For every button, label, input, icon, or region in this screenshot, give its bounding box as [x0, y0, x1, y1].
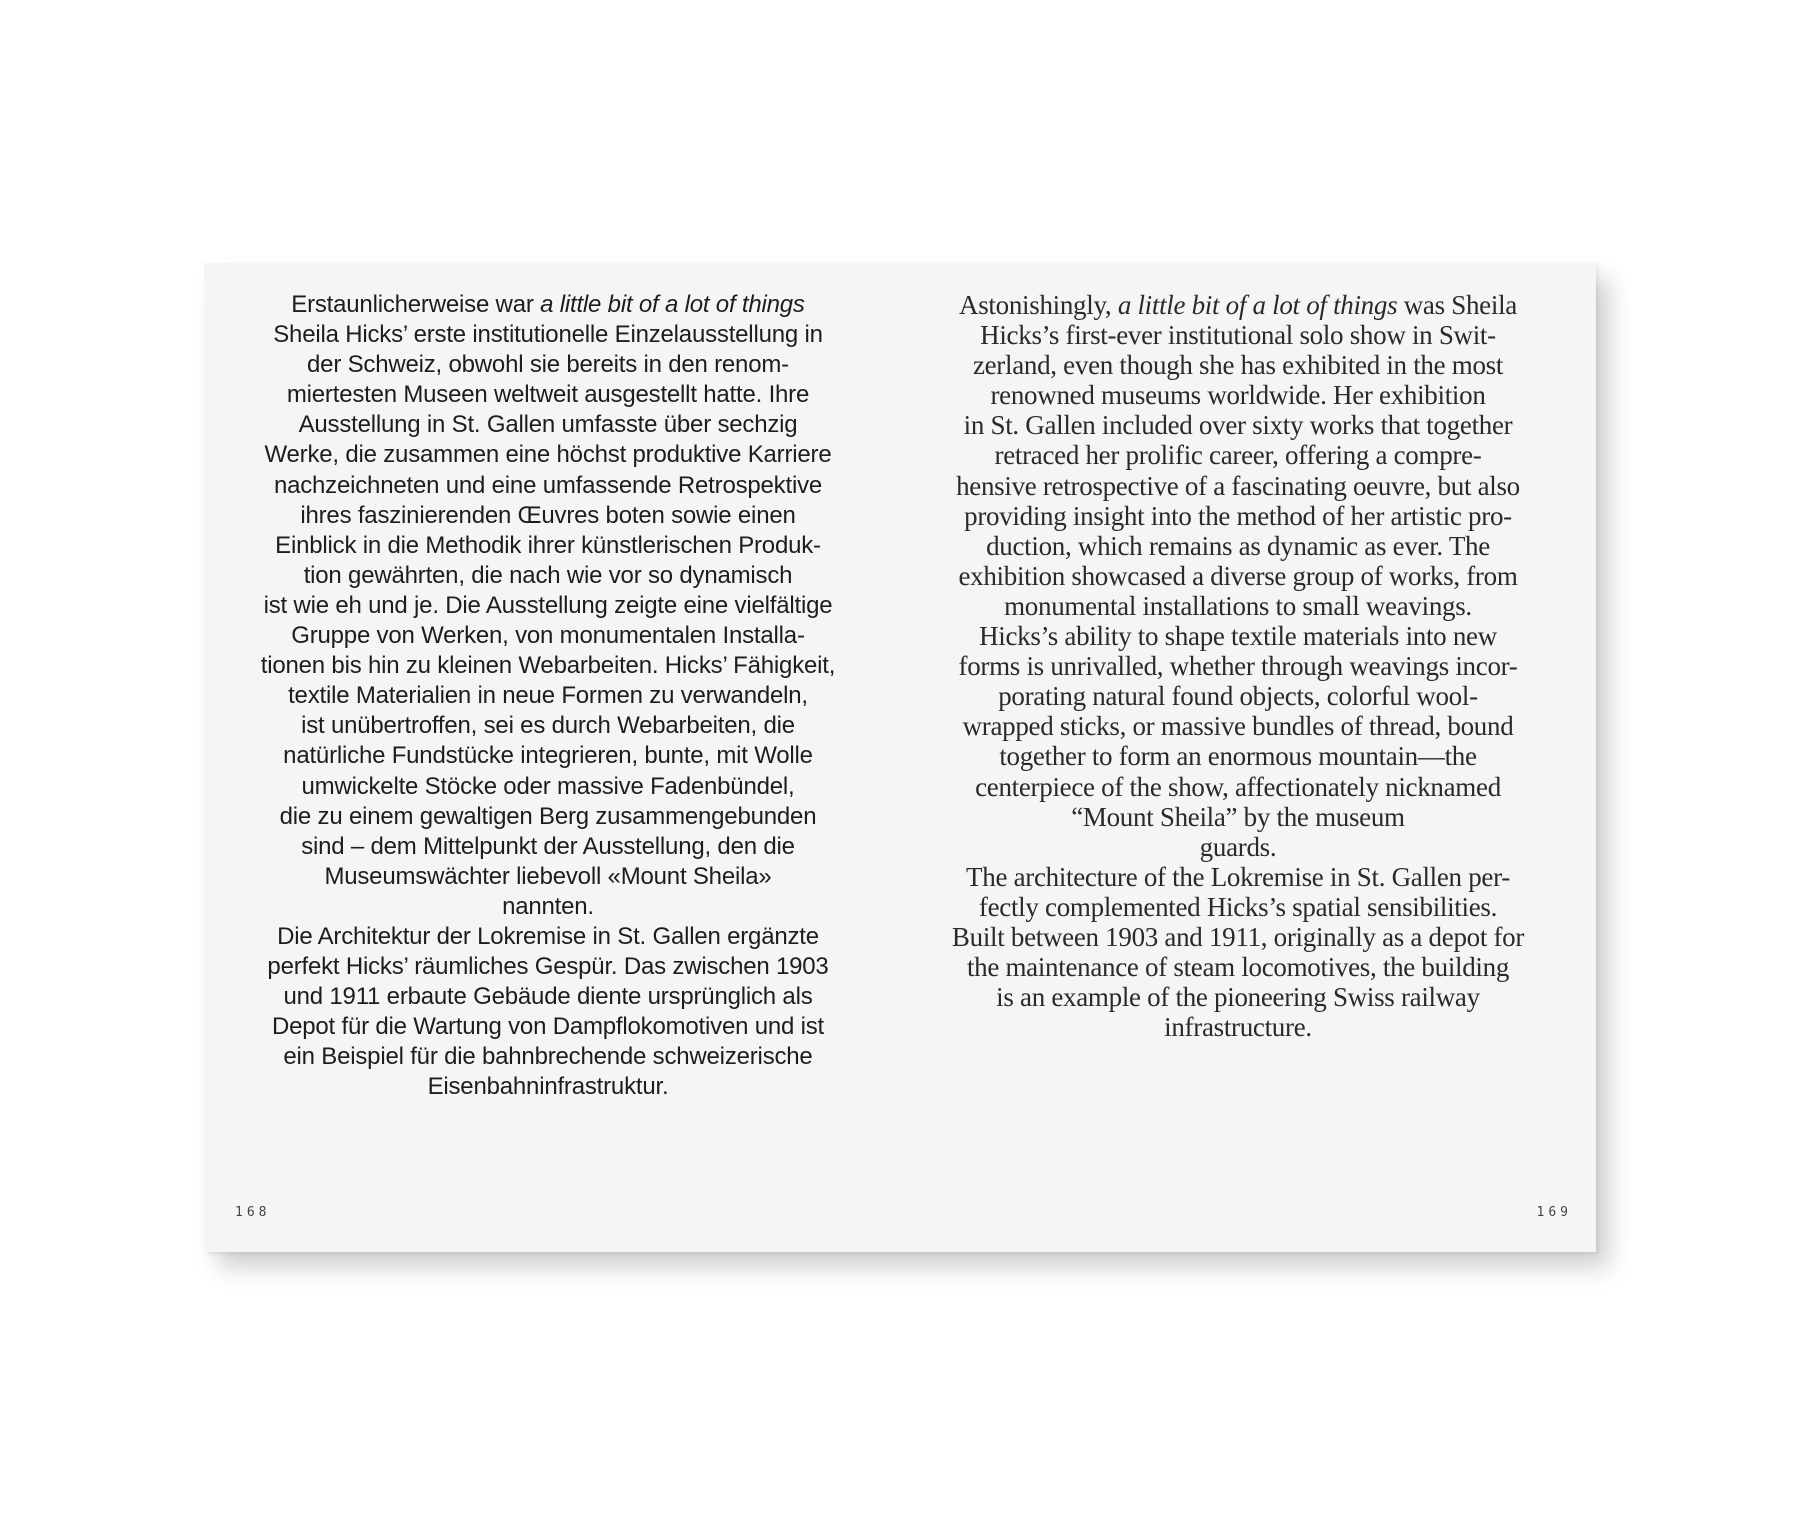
text-line: Hicks’s ability to shape textile materials into new	[979, 621, 1497, 652]
page-number-right: 169	[1536, 1205, 1572, 1220]
text-line: miertesten Museen weltweit ausgestellt hatte. Ihre	[286, 381, 810, 409]
text-run: Erstaunlicherweise war	[291, 291, 541, 318]
text-line: forms is unrivalled, whether through weavings incor-	[958, 651, 1518, 682]
text-line: textile Materialien in neue Formen zu verwandeln,	[288, 682, 808, 710]
text-line: duction, which remains as dynamic as ever. The	[986, 530, 1490, 561]
text-line: umwickelte Stöcke oder massive Fadenbündel,	[301, 772, 795, 800]
text-line: Einblick in die Methodik ihrer künstlerischen Produk-	[275, 531, 821, 559]
text-line: in St. Gallen included over sixty works that together	[963, 410, 1513, 441]
text-line: The architecture of the Lokremise in St. Gallen per-	[966, 861, 1510, 892]
english-paragraph-1	[918, 290, 1558, 621]
text-line: Built between 1903 and 1911, originally as a depot for	[951, 921, 1525, 952]
page-right	[900, 263, 1596, 1252]
text-line: Ausstellung in St. Gallen umfasste über sechzig	[298, 411, 798, 439]
page-number-left: 168	[235, 1205, 271, 1220]
text-line: exhibition showcased a diverse group of works, from	[958, 560, 1518, 591]
text-line: nachzeichneten und eine umfassende Retrospektive	[273, 471, 823, 499]
text-line: Die Architektur der Lokremise in St. Gallen ergänzte	[277, 922, 819, 950]
text-line: infrastructure.	[1164, 1012, 1312, 1043]
text-line: providing insight into the method of her artistic pro-	[964, 500, 1512, 531]
text-line: wrapped sticks, or massive bundles of thread, bound	[962, 711, 1514, 742]
text-line: Sheila Hicks’ erste institutionelle Einzelausstellung in	[273, 321, 823, 349]
text-line: ein Beispiel für die bahnbrechende schweizerische	[283, 1043, 813, 1071]
text-line: natürliche Fundstücke integrieren, bunte, mit Wolle	[283, 742, 813, 770]
text-line: tion gewährten, die nach wie vor so dynamisch	[303, 561, 793, 589]
text-line: zerland, even though she has exhibited in the most	[972, 350, 1504, 381]
text-line: Hicks’s first-ever institutional solo show in Swit-	[980, 320, 1496, 351]
text-run: was Sheila	[1397, 290, 1517, 320]
text-line: Museumswächter liebevoll «Mount Sheila»	[324, 862, 772, 890]
text-line: monumental installations to small weavings.	[1004, 590, 1472, 621]
text-line: Eisenbahninfrastruktur.	[427, 1073, 669, 1101]
text-line: und 1911 erbaute Gebäude diente ursprünglich als	[283, 983, 813, 1011]
german-text-column	[230, 290, 866, 1103]
text-line: together to form an enormous mountain—the	[999, 741, 1477, 772]
text-line	[918, 290, 1558, 320]
text-line: ist wie eh und je. Die Ausstellung zeigte eine vielfältige	[263, 591, 833, 619]
text-line: die zu einem gewaltigen Berg zusammengebunden	[279, 802, 817, 830]
exhibition-title-italic: a little bit of a lot of things	[540, 291, 805, 318]
text-line: porating natural found objects, colorful wool-	[998, 681, 1478, 712]
english-text-column	[918, 290, 1558, 1042]
text-line: retraced her prolific career, offering a compre-	[994, 440, 1482, 471]
text-line: ihres faszinierenden Œuvres boten sowie einen	[300, 501, 796, 529]
english-paragraph-3	[918, 862, 1558, 1043]
text-line: tionen bis hin zu kleinen Webarbeiten. Hicks’ Fähigkeit,	[260, 652, 836, 680]
text-line: sind – dem Mittelpunkt der Ausstellung, den die	[301, 832, 795, 860]
german-paragraph-1	[230, 290, 866, 922]
text-line: nannten.	[502, 892, 594, 920]
text-line: Werke, die zusammen eine höchst produktive Karriere	[264, 441, 832, 469]
english-paragraph-2	[918, 621, 1558, 862]
german-paragraph-2	[230, 922, 866, 1103]
text-line: fectly complemented Hicks’s spatial sensibilities.	[978, 891, 1498, 922]
text-line	[230, 290, 866, 320]
exhibition-title-italic: a little bit of a lot of things	[1117, 290, 1398, 320]
text-run: Astonishingly,	[959, 290, 1118, 320]
text-line: der Schweiz, obwohl sie bereits in den renom-	[307, 351, 789, 379]
text-line: renowned museums worldwide. Her exhibition	[990, 380, 1486, 411]
text-line: guards.	[1199, 831, 1277, 862]
text-line: perfekt Hicks’ räumliches Gespür. Das zwischen 1903	[267, 953, 829, 981]
text-line: Depot für die Wartung von Dampflokomotiven und ist	[271, 1013, 825, 1041]
book-spread	[204, 263, 1596, 1252]
text-line: ist unübertroffen, sei es durch Webarbeiten, die	[301, 712, 795, 740]
text-line: the maintenance of steam locomotives, the building	[966, 952, 1510, 983]
page-left	[204, 263, 900, 1252]
text-line: is an example of the pioneering Swiss railway	[996, 982, 1480, 1013]
text-line: centerpiece of the show, affectionately nicknamed	[975, 771, 1501, 802]
text-line: Gruppe von Werken, von monumentalen Installa-	[291, 622, 805, 650]
text-line: “Mount Sheila” by the museum	[1071, 801, 1405, 832]
text-line: hensive retrospective of a fascinating oeuvre, but also	[956, 470, 1520, 501]
